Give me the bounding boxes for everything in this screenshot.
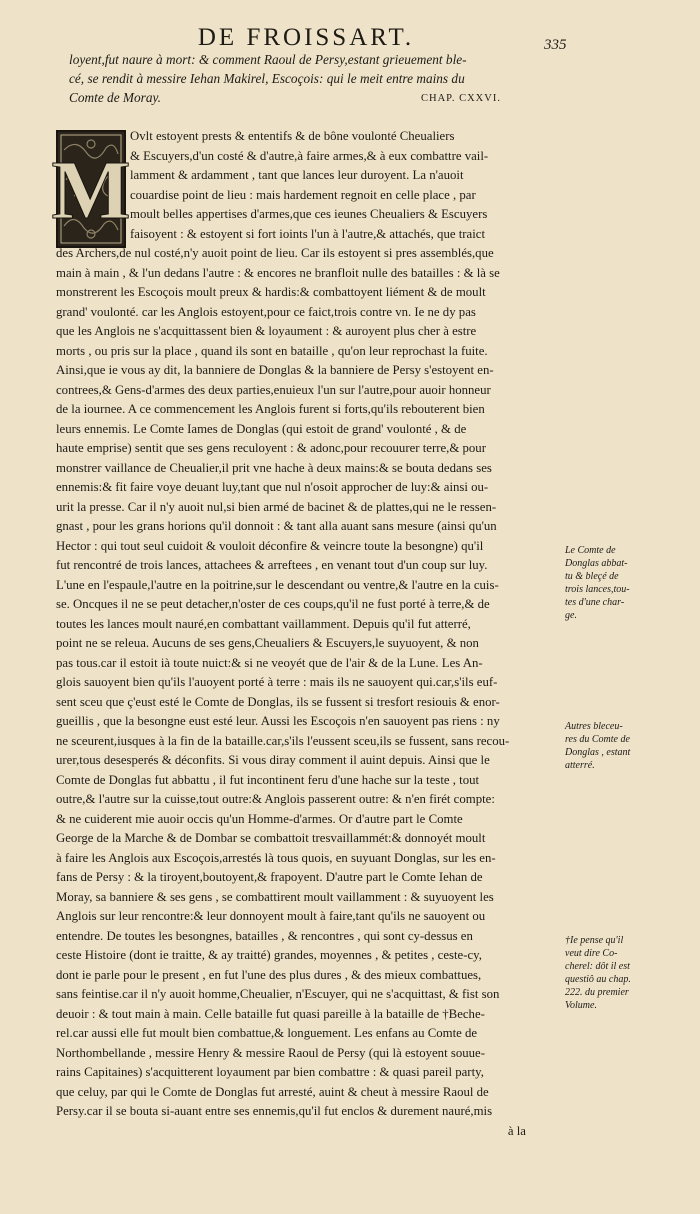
text-line: Ovlt estoyent prests & ententifs & de bône voulonté Cheualiers xyxy=(130,129,455,143)
text-line: urit la presse. Car il n'y auoit nul,si bien armé de bacinet & de plattes,qui ne le ressen- xyxy=(56,499,497,514)
margin-note-line: 222. du premier xyxy=(565,987,629,998)
text-line: rains Capitaines) s'acquitterent loyaument par bien combattre : & quasi pareil party, xyxy=(56,1065,484,1079)
page-number: 335 xyxy=(544,37,567,53)
text-line: à faire les Anglois aux Escoçois,arrestés là tous quois, en suyuant Donglas, sur les en- xyxy=(56,850,496,865)
margin-note xyxy=(565,720,675,772)
text-line: deuoir : & tout main à main. Celle bataille fut quasi pareille à la bataille de †Beche- xyxy=(56,1006,485,1021)
text-line: rel.car aussi elle fut moult bien combattue,& longuement. Les enfans au Comte de xyxy=(56,1026,478,1040)
margin-note-line: trois lances,tou- xyxy=(565,584,630,595)
text-line: monstrerent les Escoçois moult preux & hardis:& combattoyent liément & de moult xyxy=(56,285,486,299)
initial-letter: M xyxy=(51,144,131,237)
text-line: & ne cuiderent mie auoir occis qu'un Homme-d'armes. Or d'autre part le Comte xyxy=(56,811,463,826)
text-line: couardise point de lieu : mais hardement regnoit en celle place , par xyxy=(130,187,476,202)
text-line: Ainsi,que ie vous ay dit, la banniere de Donglas & la banniere de Persy s'estoyent en- xyxy=(56,363,494,377)
text-line: Persy.car il se bouta si-auant entre ses ennemis,qu'il fut enclos & durement nauré,mis xyxy=(56,1104,493,1118)
margin-note-line: †Ie pense qu'il xyxy=(565,935,624,946)
margin-note-line: tes d'une char- xyxy=(565,597,625,608)
text-line: toutes les lances moult nauré,en combattant vaillamment. Depuis qu'il fut atterré, xyxy=(56,616,471,631)
margin-note-line: cherel: dôt il est xyxy=(565,961,630,972)
margin-note xyxy=(565,544,675,622)
text-line: des Archers,de nul costé,n'y auoit point de lieu. Car ils estoyent si pres assemblés,que xyxy=(56,246,494,260)
margin-note-line: Autres bleceu- xyxy=(565,721,623,732)
text-line: ne sceurent,iusques à la fin de la bataille.car,s'ils l'eussent sceu,ils se fussent, sans recou- xyxy=(56,733,510,748)
running-head: DE FROISSART. xyxy=(197,24,415,51)
text-line: entendre. De toutes les besongnes, batailles , & rencontres , qui sont cy-dessus en xyxy=(56,928,473,943)
text-line: glois sauoyent bien qu'ils l'auoyent porté à terre : mais ils ne sauoyent qui.car,s'ils euf- xyxy=(56,675,498,689)
margin-note-line: questiô au chap. xyxy=(565,974,631,985)
chapter-number: CHAP. CXXVI. xyxy=(421,93,501,104)
main-text xyxy=(56,127,556,1141)
text-line: monstrer vaillance de Cheualier,il prit vne hache à deux mains:& se bouta dedans ses xyxy=(56,460,492,475)
text-line: faisoyent : & estoyent si fort ioints l'un à l'autre,& attachés, que traict xyxy=(130,226,486,241)
text-line: ceste Histoire (dont ie traitte, & ay traitté) grandes, moyennes , & petites , ceste-cy, xyxy=(56,948,482,962)
text-line: haute emprise) sentit que ses gens reculoyent : & adonc,pour recouurer terre,& pour xyxy=(56,441,486,455)
text-line: grand' voulonté. car les Anglois estoyent,pour ce faict,trois contre vn. Ie ne dy pas xyxy=(56,304,476,319)
text-line: L'une en l'espaule,l'autre en la poitrine,sur le descendant ou ventre,& l'autre en la cuis- xyxy=(56,577,499,592)
text-line: que celuy, par qui le Comte de Donglas fut arresté, auint & cheut à messire Raoul de xyxy=(56,1084,489,1099)
text-line: Comte de Donglas fut abbattu , il fut incontinent feru d'une hache sur la teste , tout xyxy=(56,772,480,787)
text-line: sans feintise.car il n'y auoit homme,Cheualier, n'Escuyer, qui ne s'acquittast, & fist son xyxy=(56,987,500,1001)
text-line: point ne se releua. Aucuns de ses gens,Cheualiers & Escuyers,le suyuoyent, & non xyxy=(56,636,479,650)
summary-line: cé, se rendit à messire Iehan Makirel, Escoçois: qui le meit entre mains du xyxy=(69,71,465,86)
margin-note-line: Le Comte de xyxy=(565,545,616,556)
margin-note-line: tu & bleçé de xyxy=(565,571,619,582)
margin-note-line: veut dire Co- xyxy=(565,948,618,959)
text-line: dont ie parle pour le present , en fut l'une des plus dures , & des mieux combattues, xyxy=(56,967,482,982)
text-line: de la iournee. A ce commencement les Anglois furent si forts,qu'ils rebouterent bien xyxy=(56,402,485,416)
margin-note-line: ge. xyxy=(565,610,577,621)
text-line: moult belles appertises d'armes,que ces ieunes Cheualiers & Escuyers xyxy=(130,207,488,221)
text-line: urer,tous desesperés & déconfits. Si vous diray comment il auint depuis. Ainsi que le xyxy=(56,753,490,767)
summary-line: Comte de Moray. xyxy=(69,90,161,105)
margin-note xyxy=(565,934,675,1012)
text-line: sent sceu que ç'eust esté le Comte de Donglas, ils se fussent si tresfort resiouis & enor- xyxy=(56,694,500,709)
text-line: outre,& l'autre sur la cuisse,tout outre:& Anglois passerent outre: & n'en firét compte: xyxy=(56,792,495,806)
text-line: contrees,& Gens-d'armes des deux parties,enuieux l'un sur l'autre,pour auoir honneur xyxy=(56,382,491,397)
margin-note-line: atterré. xyxy=(565,760,595,771)
text-line: leurs ennemis. Le Comte Iames de Donglas (qui estoit de grand' voulonté , & de xyxy=(56,421,467,436)
text-line: Hector : qui tout seul cuidoit & vouloit déconfire & veincre toute la besongne) qu'il xyxy=(56,538,484,553)
text-line: fans de Persy : & la tiroyent,boutoyent,& frapoyent. D'autre part le Comte Iehan de xyxy=(56,870,483,884)
text-line: Anglois sur leur rencontre:& leur donnoyent moult à faire,tant qu'ils ne sauoyent ou xyxy=(56,909,486,923)
text-line: gueillis , que la besongne eust esté leur. Aussi les Escoçois n'en sauoyent pas riens : ny xyxy=(56,714,500,728)
margin-note-line: Volume. xyxy=(565,1000,597,1011)
text-line: & Escuyers,d'un costé & d'autre,à faire armes,& à eux combattre vail- xyxy=(130,148,489,163)
text-line: Moray, sa banniere & ses gens , se combattirent moult vaillamment : & suyuoyent les xyxy=(56,889,494,904)
text-line: que les Anglois ne s'acquittassent bien & loyaument : & auroyent plus cher à estre xyxy=(56,324,477,338)
margin-note-line: res du Comte de xyxy=(565,734,630,745)
text-line: morts , ou pris sur la place , quand ils sont en bataille , qu'on leur reprochast la fuite. xyxy=(56,343,488,358)
text-line: gnast , pour les grans horions qu'il donnoit : & tant alla auant sans mesure (ainsi qu'un xyxy=(56,519,497,533)
text-line: ennemis:& fit faire voye deuant luy,tant que nul n'osoit approcher de luy:& ainsi ou- xyxy=(56,480,489,494)
text-line: à la xyxy=(507,1123,526,1138)
margin-note-line: Donglas , estant xyxy=(565,747,631,758)
text-line: main à main , & l'un dedans l'autre : & encores ne branfloit nulle des batailles : & là se xyxy=(56,265,500,280)
text-line: pas tous.car il estoit ià toute nuict:& si ne veoyét que de l'air & de la Lune. Les An- xyxy=(56,655,483,670)
text-line: Northombellande , messire Henry & messire Raoul de Persy (qui là estoyent souue- xyxy=(56,1045,485,1060)
text-line: George de la Marche & de Dombar se combattoit tresvaillammét:& donnoyét moult xyxy=(56,831,486,845)
text-line: fut rencontré de trois lances, attachees & arreftees , en venant tout d'un coup sur luy. xyxy=(56,558,488,572)
text-line: lamment & ardamment , tant que lances leur duroyent. La n'auoit xyxy=(130,168,464,182)
summary-line: loyent,fut naure à mort: & comment Raoul de Persy,estant grieuement ble- xyxy=(69,52,467,67)
text-line: se. Oncques il ne se peut detacher,n'oster de ces coups,qu'il ne fust porté à terre,& de xyxy=(56,597,490,611)
margin-note-line: Donglas abbat- xyxy=(565,558,628,569)
